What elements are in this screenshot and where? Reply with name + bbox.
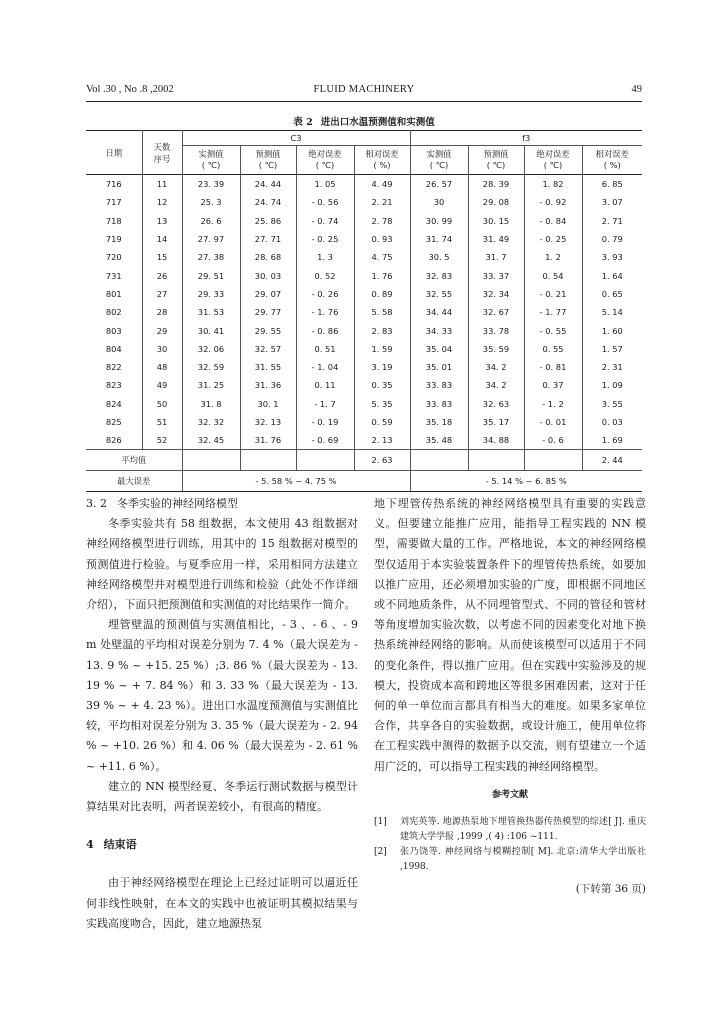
table-cell: - 0. 55 [524,321,582,339]
journal-name: FLUID MACHINERY [313,84,415,95]
table-cell: 30. 1 [240,395,296,413]
table-cell: 35. 48 [410,431,468,450]
table-cell: 31. 7 [468,248,524,266]
table-cell: - 0. 26 [296,285,354,303]
average-c3: 2. 63 [354,450,410,471]
max-error-f3: - 5. 14 % ~ 6. 85 % [410,471,642,492]
paragraph: 建立的 NN 模型经夏、冬季运行测试数据与模型计算结果对比表明，两者误差较小，有很高的精度。 [86,779,358,814]
table-cell: 1. 76 [354,266,410,284]
table-cell: - 1. 76 [296,303,354,321]
table-cell: 32. 67 [468,303,524,321]
table-cell: - 0. 01 [524,413,582,431]
table-cell: - 0. 6 [524,431,582,450]
table-cell: 825 [86,413,142,431]
f3-predicted-unit: ( ℃) [486,160,506,170]
table-cell: 34. 2 [468,358,524,376]
table-cell: 51 [142,413,182,431]
table-row [86,321,642,339]
table-cell: 30 [410,193,468,211]
f3-rel-err-label: 相对误差 [595,149,629,159]
table-cell: 1. 57 [601,343,623,354]
table-cell: 48 [142,358,182,376]
table-row [86,395,642,413]
table-cell: 27 [142,285,182,303]
table-cell: 26. 57 [410,175,468,194]
table-cell: 0. 51 [296,340,354,358]
table-cell: 28. 68 [240,248,296,266]
table-cell: 1. 3 [296,248,354,266]
table-cell: 15 [142,248,182,266]
table-row [86,212,642,230]
section-3-2-title: 冬季实验的神经网络模型 [117,497,238,510]
table-row [86,303,642,321]
page-number: 49 [631,84,642,95]
c3-predicted-label: 预测值 [255,149,281,159]
table-cell: 719 [86,230,142,248]
table-cell: 35. 59 [468,340,524,358]
table-cell: 1. 60 [601,325,623,336]
table-cell: 2. 83 [354,321,410,339]
f3-abs-err-header [524,146,582,175]
table-cell: 30. 03 [240,266,296,284]
table-cell: 32. 59 [182,358,240,376]
table-title: 进出口水温预测值和实测值 [320,117,435,128]
table-cell: 31. 49 [468,230,524,248]
section-3-2-heading [86,494,358,514]
table-cell: 823 [86,376,142,394]
c3-rel-err-header [354,146,410,175]
c3-measured-unit: ( ℃) [201,160,221,170]
table-row [86,340,642,358]
table-cell: 1. 05 [296,175,354,194]
average-f3: 2. 44 [582,450,642,471]
table-row [86,358,642,376]
table-cell: 33. 83 [410,395,468,413]
table-cell: 1. 09 [601,380,623,391]
c3-abs-err-unit: ( ℃) [315,160,335,170]
table-cell: 34. 2 [468,376,524,394]
table-cell: 5. 58 [354,303,410,321]
table-cell: 27. 71 [240,230,296,248]
table-cell: 1. 82 [524,175,582,194]
c3-rel-err-unit: ( %) [373,160,391,170]
table-cell: 34. 44 [410,303,468,321]
table-cell: 2. 31 [601,362,623,373]
c3-rel-err-label: 相对误差 [365,149,399,159]
table-row [86,248,642,266]
table-cell: 25. 86 [240,212,296,230]
paragraph: 埋管壁温的预测值与实测值相比，- 3 、- 6 、- 9 m 处壁温的平均相对误差分别为 7. 4 %（最大误差为 - 13. 9 % ~ +15. 25 %）;3. 86 %（最大误差为 - 13. 19 % ~ + 7. 84 %）和 3. 33 %（最大误差为 - 13. 39 % ~ + 4. 23 %）。进出口水温度预测值与实测值比较，平均相对误差分别为 3. 35 %（最大误差为 - 2. 94 % ~ +10. 26 %）和 4. 06 %（最大误差为 - 2. 61 % ~ +11. 6 %）。 [86,618,358,773]
table-cell: 31. 55 [240,358,296,376]
table-cell: 720 [86,248,142,266]
table-cell: 802 [86,303,142,321]
table-cell: 0. 89 [354,285,410,303]
table-cell: 6. 85 [601,179,623,190]
table-cell: 30. 99 [410,212,468,230]
table-cell: 32. 32 [182,413,240,431]
table-cell: 32. 83 [410,266,468,284]
c3-measured-label: 实测值 [198,149,224,159]
table-cell: 33. 83 [410,376,468,394]
table-cell: 30. 5 [410,248,468,266]
table-cell: 24. 74 [240,193,296,211]
table-cell: - 0. 19 [296,413,354,431]
table-summary [86,450,642,492]
left-column [86,494,358,934]
table-cell: 29. 07 [240,285,296,303]
table-head [86,131,642,175]
table-cell: 826 [86,431,142,450]
running-header [86,84,642,102]
table-cell: 32. 57 [240,340,296,358]
table-cell: 12 [142,193,182,211]
table-cell: 32. 06 [182,340,240,358]
table-cell: 3. 93 [601,252,623,263]
table-row [86,413,642,431]
f3-rel-err-header [582,146,642,175]
table-row [86,230,642,248]
table-row [86,285,642,303]
table-cell: - 0. 69 [296,431,354,450]
f3-predicted-header [468,146,524,175]
table-cell: 0. 11 [296,376,354,394]
table-cell: 25. 3 [182,193,240,211]
table-cell: 2. 21 [354,193,410,211]
paragraph: 冬季实验共有 58 组数据，本文使用 43 组数据对神经网络模型进行训练，用其中的 15 组数据对模型的预测值进行检验。与夏季应用一样，采用相同方法建立神经网络模型并对模型进行训练和检验（此处不作详细介绍），下面只把预测值和实测值的对比结果作一简介。 [86,517,358,612]
table-row [86,266,642,284]
table-cell: 34. 33 [410,321,468,339]
c3-abs-err-header [296,146,354,175]
table-cell: 29. 51 [182,266,240,284]
table-cell: 13 [142,212,182,230]
table-cell: 31. 8 [182,395,240,413]
table-cell: 29. 33 [182,285,240,303]
table-cell: 803 [86,321,142,339]
table-cell: 0. 52 [296,266,354,284]
table-cell: - 0. 84 [524,212,582,230]
table-cell: 31. 36 [240,376,296,394]
data-table [86,130,642,492]
table-cell: 33. 37 [468,266,524,284]
table-cell: 718 [86,212,142,230]
table-cell: 23. 39 [182,175,240,194]
section-4-number: 4 [86,838,94,852]
table-cell: 31. 76 [240,431,296,450]
table-cell: 35. 17 [468,413,524,431]
references-title: 参考文献 [491,789,528,800]
table-cell: 2. 71 [601,215,623,226]
table-cell: - 1. 7 [296,395,354,413]
f3-rel-err-unit: ( %) [603,160,621,170]
table-cell: 4. 49 [354,175,410,194]
c3-measured-header [182,146,240,175]
table-cell: 2. 78 [354,212,410,230]
table-cell: 0. 93 [354,230,410,248]
reference-number: [2] [374,847,387,858]
table-cell: 30. 41 [182,321,240,339]
table-cell: 35. 18 [410,413,468,431]
section-4-heading [86,835,358,855]
table-cell: 0. 79 [601,234,623,245]
table-cell: - 1. 04 [296,358,354,376]
col-day-seq-1: 天数 [153,141,171,152]
f3-measured-header [410,146,468,175]
volume-info: Vol .30 , No .8 ,2002 [86,84,174,95]
table-cell: 35. 04 [410,340,468,358]
max-error-c3: - 5. 58 % ~ 4. 75 % [182,471,410,492]
table-cell: 5. 35 [354,395,410,413]
table-cell: 33. 78 [468,321,524,339]
table-cell: - 0. 56 [296,193,354,211]
table-cell: - 0. 86 [296,321,354,339]
average-row [86,450,642,471]
table-cell: 24. 44 [240,175,296,194]
reference-number: [1] [374,817,387,828]
table-row [86,193,642,211]
table-cell: 717 [86,193,142,211]
f3-abs-err-label: 绝对误差 [536,149,570,159]
table-cell: 29. 77 [240,303,296,321]
col-day-seq-2: 序号 [153,153,171,164]
f3-abs-err-unit: ( ℃) [543,160,563,170]
table-cell: - 0. 21 [524,285,582,303]
f3-measured-unit: ( ℃) [429,160,449,170]
paragraph: 由于神经网络模型在理论上已经过证明可以逼近任何非线性映射，在本文的实践中也被证明其模拟结果与实践高度吻合，因此，建立地源热泵 [86,876,358,930]
table-cell: 804 [86,340,142,358]
f3-predicted-label: 预测值 [483,149,509,159]
table-cell: 5. 14 [601,307,623,318]
table-cell: - 0. 25 [296,230,354,248]
table-cell: 32. 55 [410,285,468,303]
reference-item [374,845,646,875]
table-number: 表 2 [293,117,313,128]
table-cell: - 1. 2 [524,395,582,413]
table-cell: - 0. 92 [524,193,582,211]
table-cell: 0. 54 [524,266,582,284]
table-cell: 0. 37 [524,376,582,394]
table-cell: 32. 34 [468,285,524,303]
paragraph: 地下埋管传热系统的神经网络模型具有重要的实践意义。但要建立能推广应用，能指导工程实践的 NN 模型，需要做大量的工作。严格地说，本文的神经网络模型仅适用于本实验装置条件下的埋管传热系统，如要加以推广应用，还必须增加实验的广度，即根据不同地区或不同地质条件，从不同埋管型式、不同的管径和管材等角度增加实验次数，以考虑不同的因素变化对地下换热系统神经网络的影响。从而使该模型可以适用于不同的变化条件，得以推广应用。但在实践中实验涉及的规模大，投资成本高和跨地区等很多困难因素，这对于任何的单一单位而言都具有相当大的难度。如果多家单位合作，共享各自的实验数据，或设计施工，使用单位将在工程实践中测得的数据予以交流，则有望建立一个适用广泛的，可以指导工程实践的神经网络模型。 [374,497,646,773]
table-row [86,175,642,194]
reference-item [374,815,646,845]
table-cell: 14 [142,230,182,248]
table-cell: 31. 25 [182,376,240,394]
table-cell: 29 [142,321,182,339]
table-cell: 801 [86,285,142,303]
table-cell: - 0. 81 [524,358,582,376]
table-cell: 35. 01 [410,358,468,376]
c3-predicted-header [240,146,296,175]
table-cell: 28 [142,303,182,321]
table-cell: 32. 45 [182,431,240,450]
section-3-2-number: 3. 2 [86,497,107,510]
table-cell: 49 [142,376,182,394]
max-error-row [86,471,642,492]
table-cell: - 0. 25 [524,230,582,248]
col-date: 日期 [86,131,142,175]
average-label: 平均值 [86,450,182,471]
table-caption [86,114,642,128]
table-cell: 32. 13 [240,413,296,431]
table-cell: 2. 13 [354,431,410,450]
table-cell: 3. 19 [354,358,410,376]
table-cell: 31. 74 [410,230,468,248]
table-cell: 26. 6 [182,212,240,230]
reference-text: 刘宪英等. 地源热泵地下埋管换热器传热模型的综述[ J]. 重庆建筑大学学报 ,1999 ,( 4) :106 ~111. [400,817,646,843]
table-cell: 32. 63 [468,395,524,413]
table-cell: 27. 38 [182,248,240,266]
group-c3: C3 [182,131,410,146]
table-cell: - 0. 74 [296,212,354,230]
table-cell: 31. 53 [182,303,240,321]
c3-predicted-unit: ( ℃) [258,160,278,170]
right-column [374,494,646,899]
section-4-title: 结束语 [103,838,137,852]
table-body [86,175,642,450]
max-error-label: 最大误差 [86,471,182,492]
c3-abs-err-label: 绝对误差 [308,149,342,159]
header-rule [86,101,642,102]
table-cell: 731 [86,266,142,284]
table-cell: 52 [142,431,182,450]
table-cell: 0. 65 [601,288,623,299]
table-cell: 29. 55 [240,321,296,339]
continued-note: (下转第 36 页) [575,883,646,896]
table-cell: 1. 69 [601,435,623,446]
table-cell: 30. 15 [468,212,524,230]
table-cell: 11 [142,175,182,194]
table-cell: 0. 35 [354,376,410,394]
table-cell: 3. 07 [601,197,623,208]
table-cell: 34. 88 [468,431,524,450]
reference-text: 张乃饶等. 神经网络与模糊控制[ M]. 北京:清华大学出版社 ,1998. [400,847,646,873]
table-cell: 3. 55 [601,398,623,409]
table-cell: 0. 59 [354,413,410,431]
table-cell: 1. 64 [601,270,623,281]
table-cell: 28. 39 [468,175,524,194]
f3-measured-label: 实测值 [426,149,452,159]
table-cell: 30 [142,340,182,358]
table-cell: 824 [86,395,142,413]
table-cell: 1. 2 [524,248,582,266]
table-cell: 0. 03 [601,417,623,427]
table-cell: 822 [86,358,142,376]
table-cell: 0. 55 [524,340,582,358]
table-cell: 29. 08 [468,193,524,211]
table-cell: 26 [142,266,182,284]
table-cell: 27. 97 [182,230,240,248]
table-cell: - 1. 77 [524,303,582,321]
table-cell: 4. 75 [354,248,410,266]
table-row [86,376,642,394]
table-cell: 716 [86,175,142,194]
table-row [86,431,642,450]
table-cell: 50 [142,395,182,413]
col-day-seq [142,131,182,175]
table-cell: 1. 59 [354,340,410,358]
group-f3: f3 [410,131,642,146]
